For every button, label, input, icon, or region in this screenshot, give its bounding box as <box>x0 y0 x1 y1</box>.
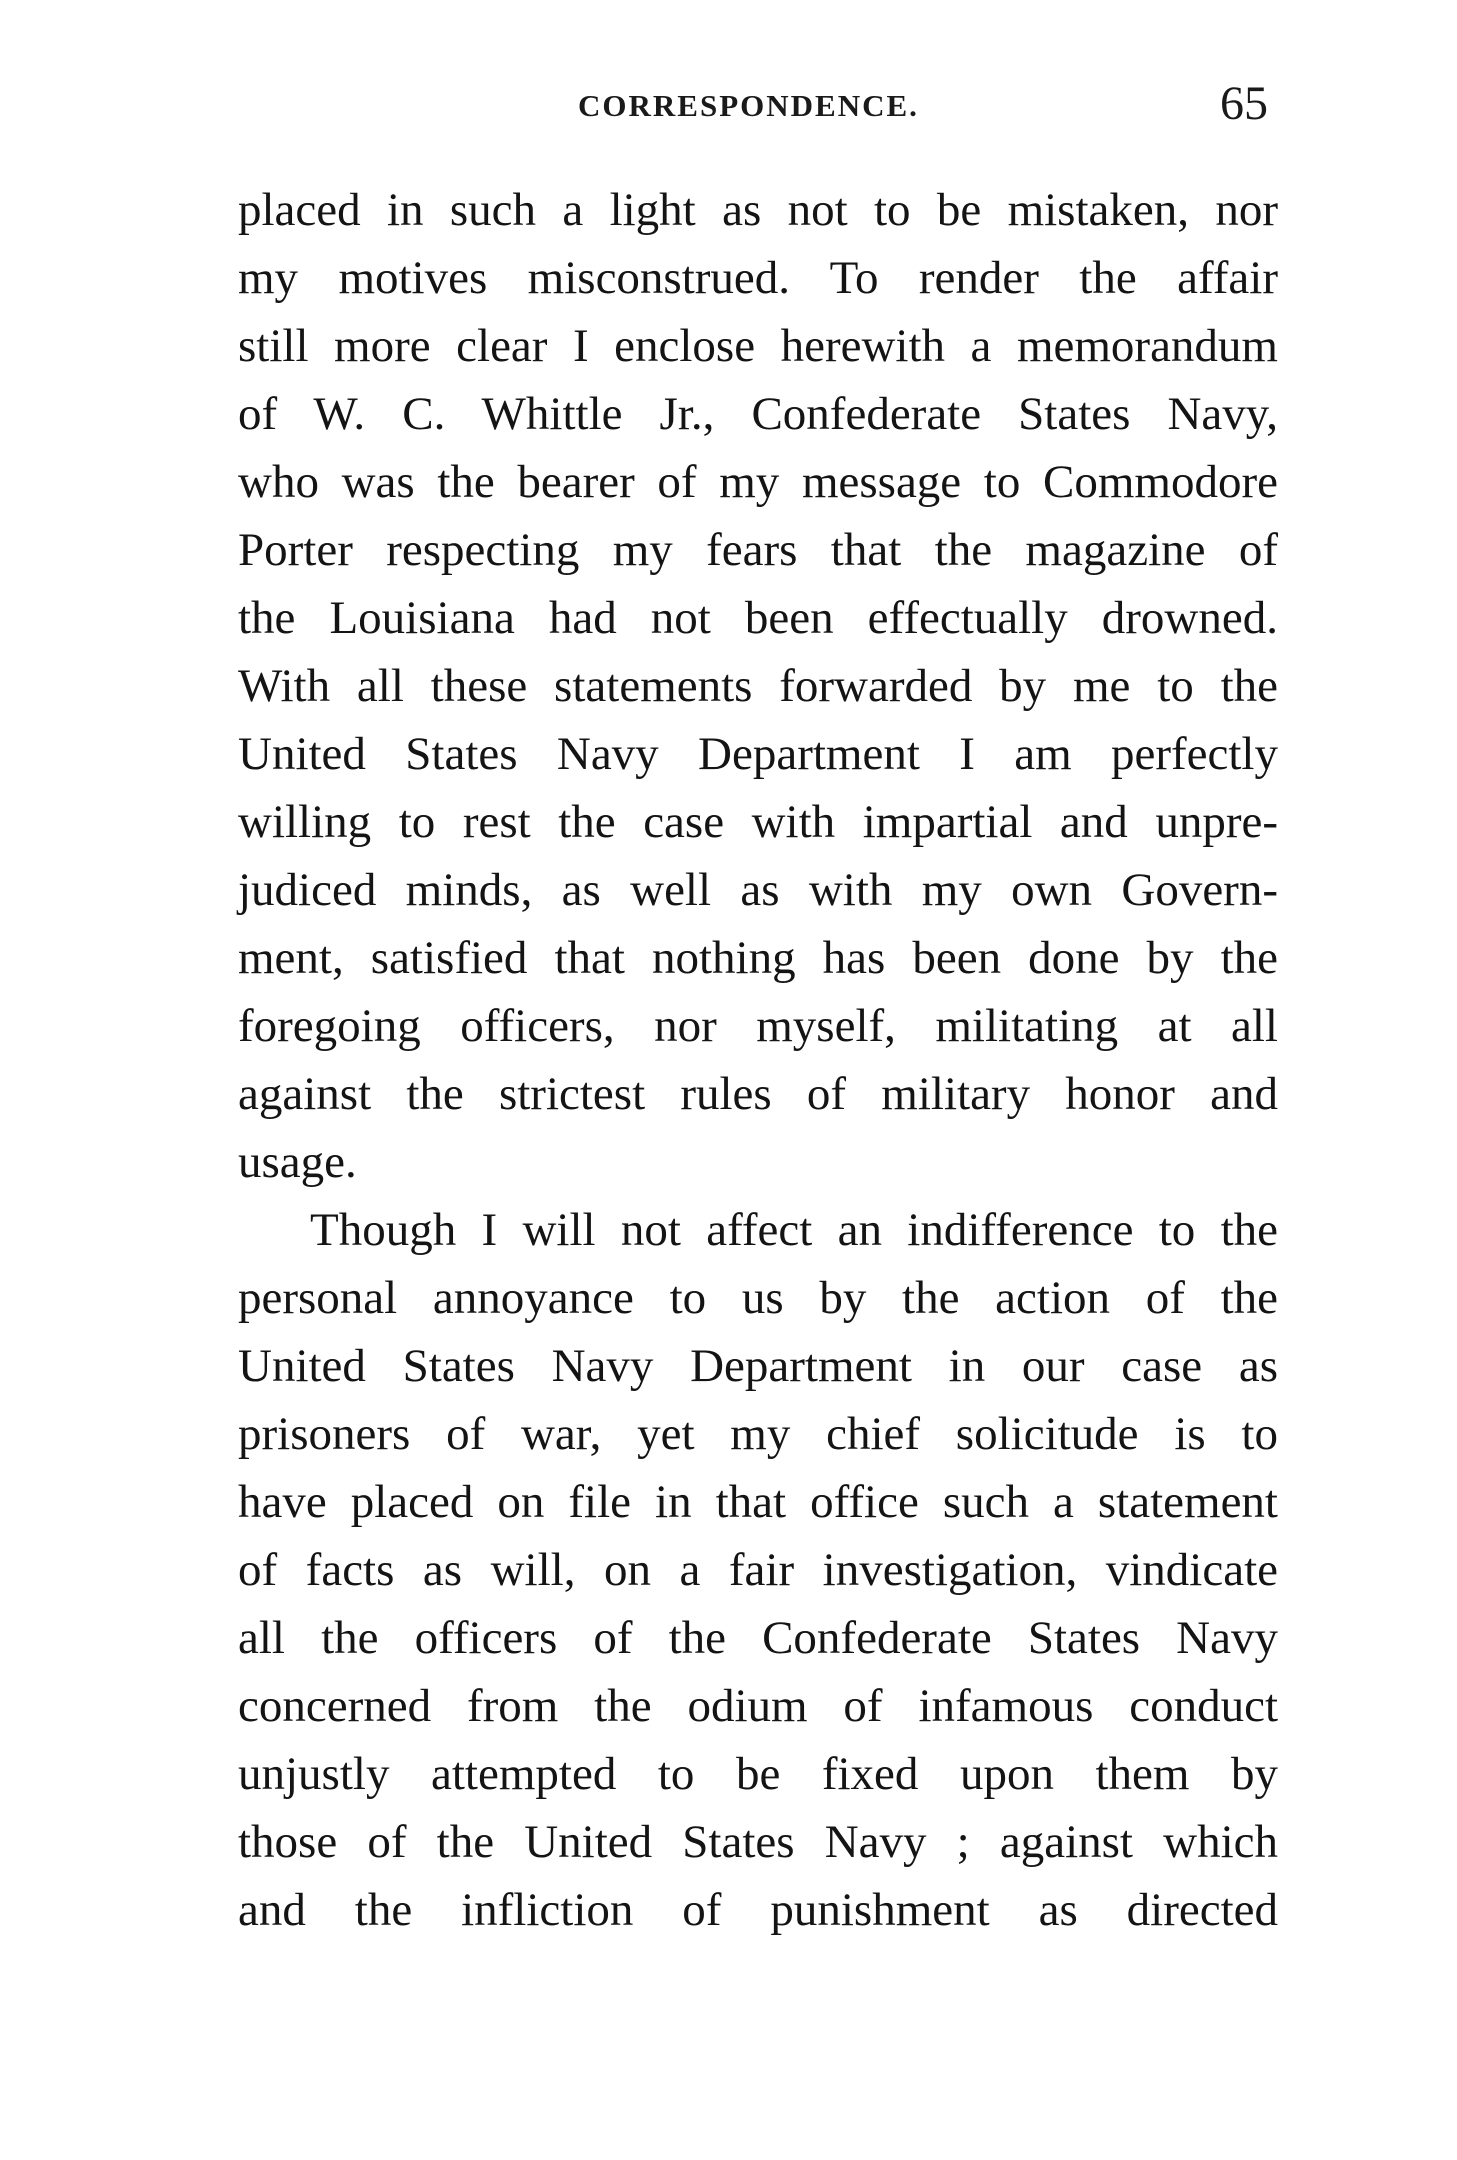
paragraph <box>238 176 1278 1196</box>
text-line: Though I will not affect an indifference to the <box>310 1204 1278 1256</box>
text-line: prisoners of war, yet my chief solicitude is to <box>238 1408 1278 1460</box>
text-line: judiced minds, as well as with my own Govern- <box>238 864 1278 916</box>
page-number: 65 <box>1220 77 1268 130</box>
text-line: of W. C. Whittle Jr., Confederate States Navy, <box>238 388 1278 440</box>
text-line: concerned from the odium of infamous conduct <box>238 1680 1278 1732</box>
text-line: ment, satisfied that nothing has been done by the <box>238 932 1278 984</box>
text-line: still more clear I enclose herewith a memorandum <box>238 320 1278 372</box>
text-line: and the infliction of punishment as directed <box>238 1884 1278 1936</box>
running-head <box>238 78 1278 138</box>
running-head-title: CORRESPONDENCE. <box>578 88 919 123</box>
text-line: foregoing officers, nor myself, militating at all <box>238 1000 1278 1052</box>
body-text <box>238 176 1278 1944</box>
paragraph <box>238 1196 1278 1944</box>
text-line: who was the bearer of my message to Commodore <box>238 456 1278 508</box>
text-line: against the strictest rules of military honor and <box>238 1068 1278 1120</box>
text-line: have placed on file in that office such a statement <box>238 1476 1278 1528</box>
text-line: of facts as will, on a fair investigation, vindicate <box>238 1544 1278 1596</box>
text-line: those of the United States Navy ; against which <box>238 1816 1278 1868</box>
text-line: personal annoyance to us by the action of the <box>238 1272 1278 1324</box>
text-line: my motives misconstrued. To render the affair <box>238 252 1278 304</box>
text-line: United States Navy Department in our case as <box>238 1340 1278 1392</box>
text-line: the Louisiana had not been effectually drowned. <box>238 592 1278 644</box>
text-line: usage. <box>238 1136 357 1188</box>
text-line: unjustly attempted to be fixed upon them by <box>238 1748 1278 1800</box>
text-line: With all these statements forwarded by me to the <box>238 660 1278 712</box>
text-line: willing to rest the case with impartial and unpre- <box>238 796 1278 848</box>
text-line: all the officers of the Confederate States Navy <box>238 1612 1278 1664</box>
text-line: placed in such a light as not to be mistaken, nor <box>238 184 1278 236</box>
text-line: United States Navy Department I am perfectly <box>238 728 1278 780</box>
text-line: Porter respecting my fears that the magazine of <box>238 524 1278 576</box>
